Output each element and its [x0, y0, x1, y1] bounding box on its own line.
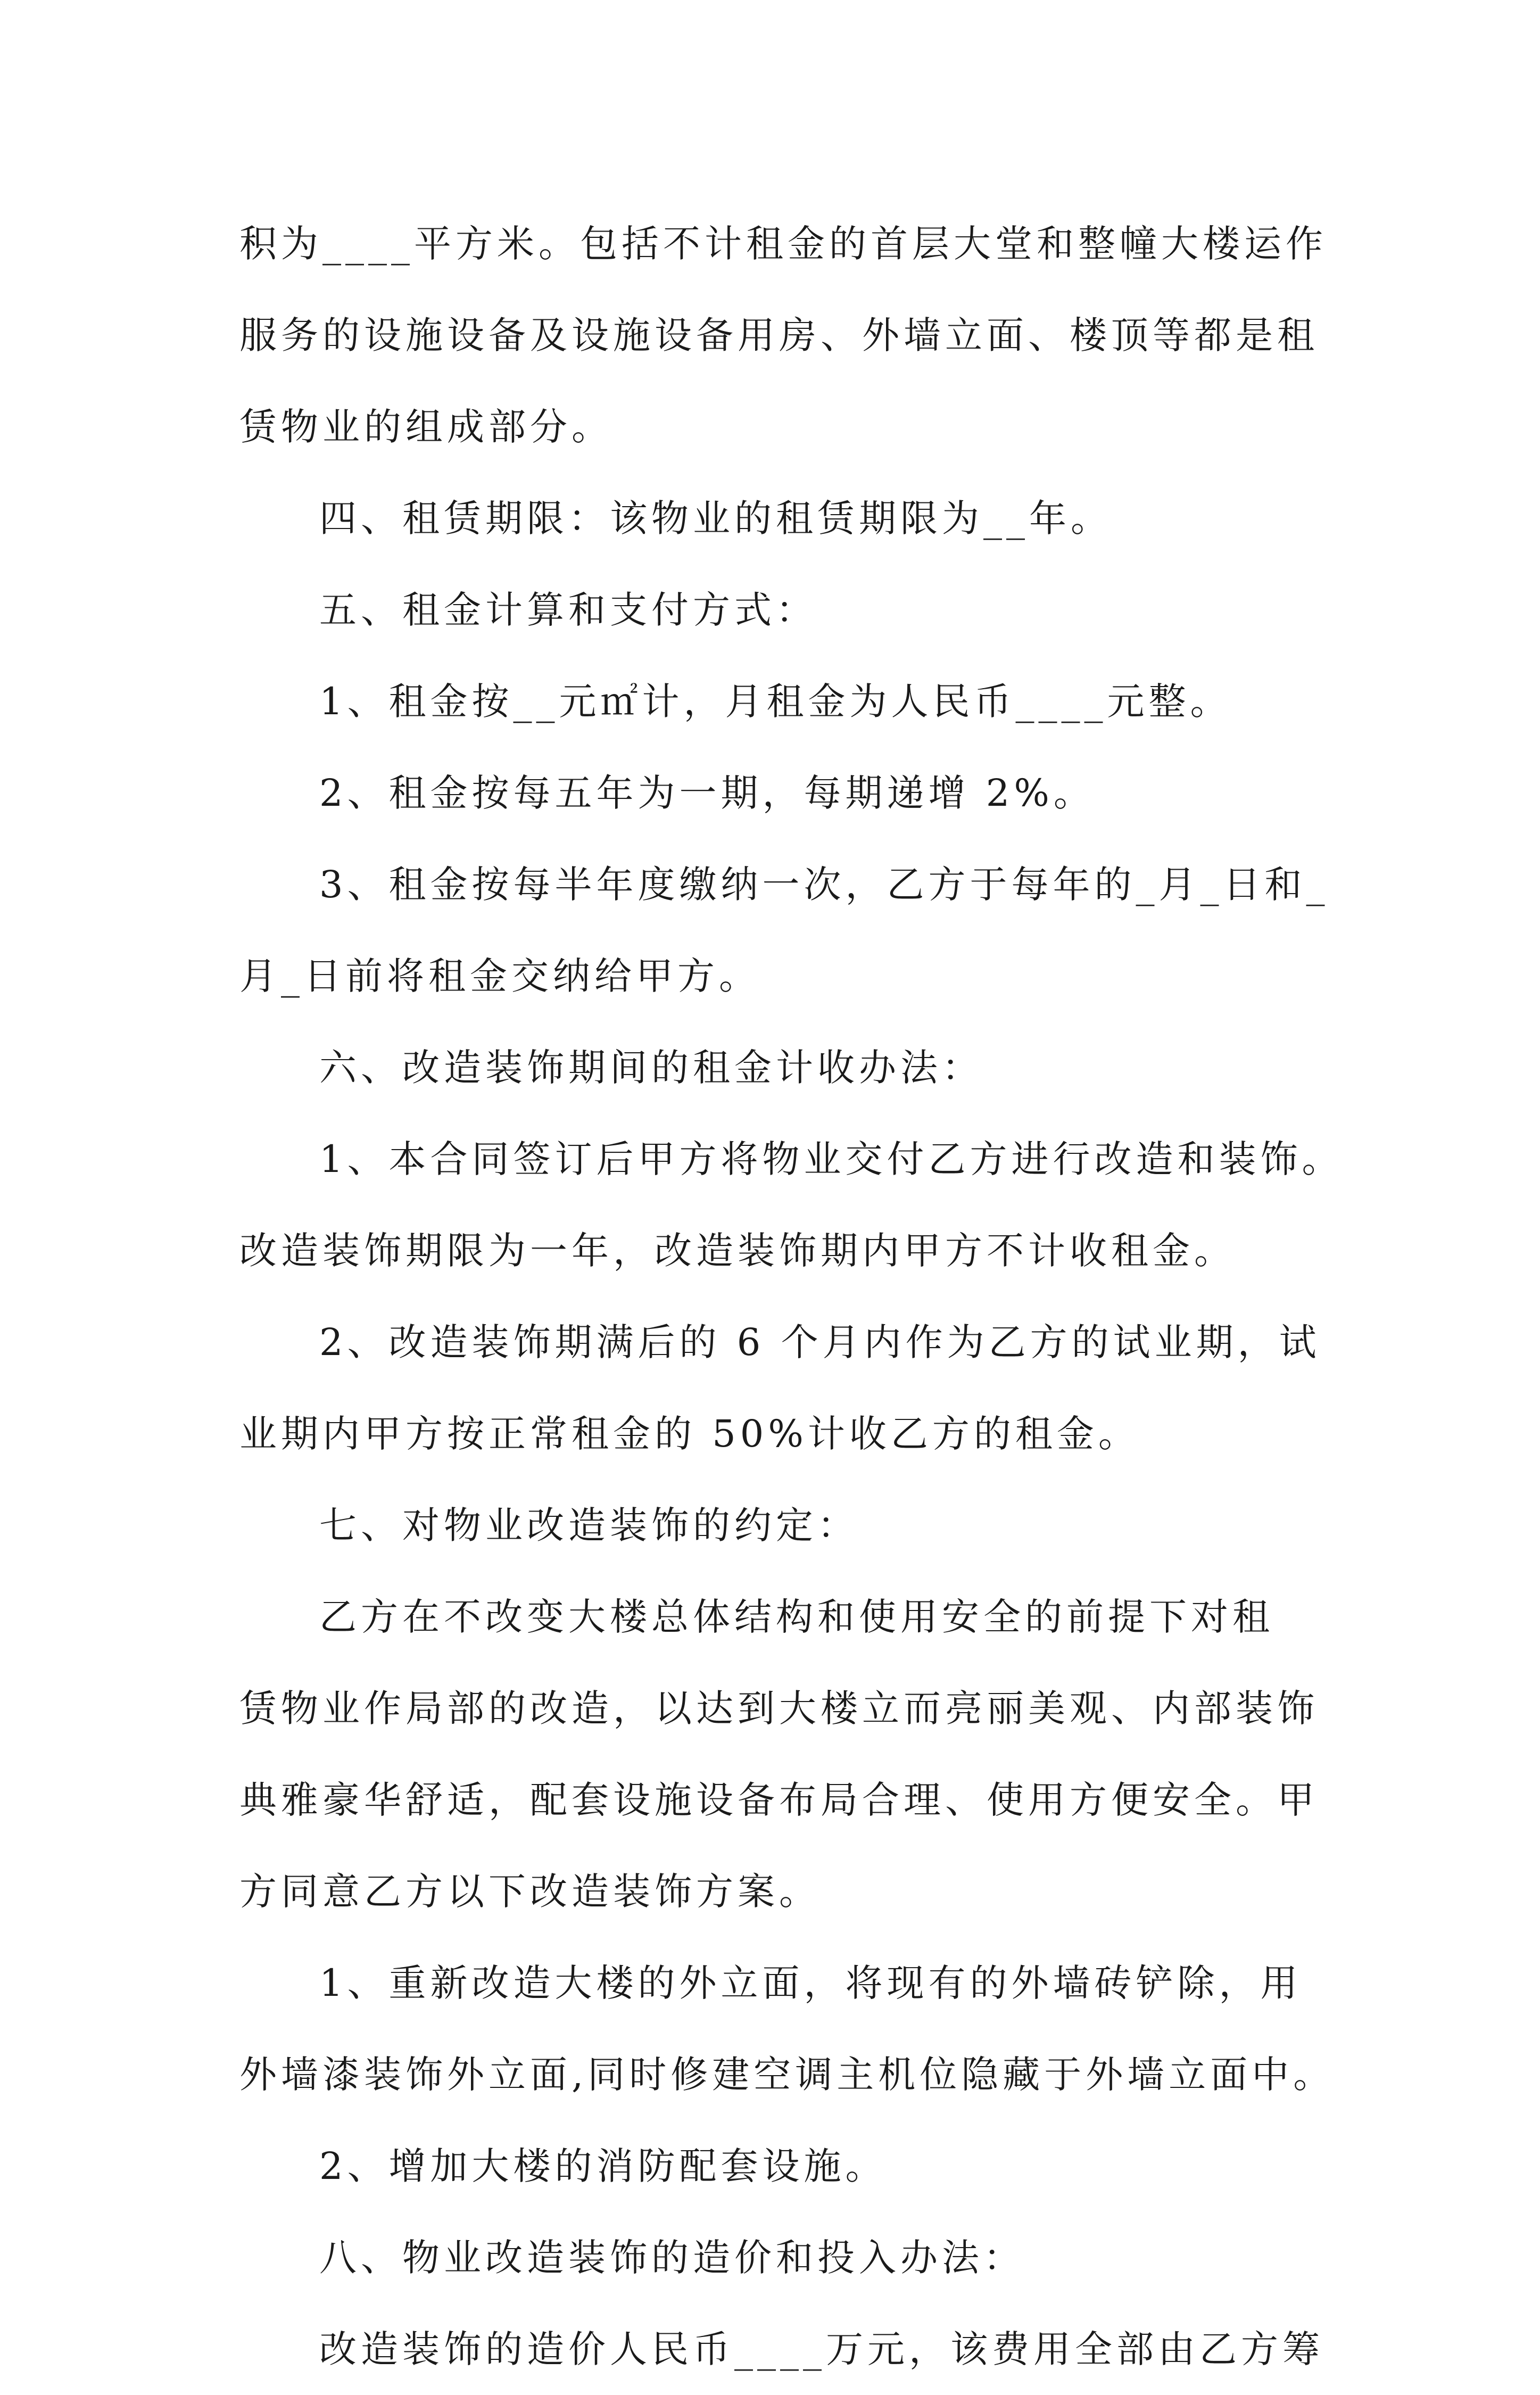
text-line: 2、增加大楼的消防配套设施。 — [319, 2144, 887, 2188]
text-line: 业期内甲方按正常租金的 50%计收乙方的租金。 — [239, 1412, 1140, 1456]
text-line: 赁物业的组成部分。 — [239, 405, 613, 449]
text-line: 服务的设施设备及设施设备用房、外墙立面、楼顶等都是租 — [239, 313, 1319, 357]
text-line: 外墙漆装饰外立面,同时修建空调主机位隐藏于外墙立面中。 — [239, 2053, 1335, 2096]
text-line: 四、租赁期限：该物业的租赁期限为__年。 — [319, 497, 1112, 540]
text-line: 乙方在不改变大楼总体结构和使用安全的前提下对租 — [319, 1595, 1274, 1639]
text-line: 典雅豪华舒适，配套设施设备布局合理、使用方便安全。甲 — [239, 1778, 1319, 1822]
text-line: 1、本合同签订后甲方将物业交付乙方进行改造和装饰。 — [319, 1137, 1344, 1181]
text-line: 月_日前将租金交纳给甲方。 — [239, 954, 760, 998]
text-line: 2、改造装饰期满后的 6 个月内作为乙方的试业期，试 — [319, 1320, 1321, 1364]
text-line: 3、租金按每半年度缴纳一次，乙方于每年的_月_日和_ — [319, 863, 1329, 906]
text-line: 赁物业作局部的改造，以达到大楼立而亮丽美观、内部装饰 — [239, 1687, 1319, 1730]
text-line: 五、租金计算和支付方式： — [319, 588, 817, 632]
text-line: 积为____平方米。包括不计租金的首层大堂和整幢大楼运作 — [239, 222, 1327, 266]
text-line: 改造装饰期限为一年，改造装饰期内甲方不计收租金。 — [239, 1229, 1236, 1273]
text-line: 1、租金按__元㎡计，月租金为人民币____元整。 — [319, 680, 1232, 723]
text-line: 六、改造装饰期间的租金计收办法： — [319, 1046, 983, 1089]
text-line: 八、物业改造装饰的造价和投入办法： — [319, 2236, 1025, 2280]
text-line: 方同意乙方以下改造装饰方案。 — [239, 1870, 821, 1913]
text-line: 2、租金按每五年为一期，每期递增 2%。 — [319, 771, 1095, 815]
document-body — [239, 198, 1344, 2395]
text-line: 改造装饰的造价人民币____万元，该费用全部由乙方筹 — [319, 2327, 1324, 2371]
text-line: 1、重新改造大楼的外立面，将现有的外墙砖铲除，用 — [319, 1961, 1302, 2005]
text-line: 七、对物业改造装饰的约定： — [319, 1504, 859, 1547]
